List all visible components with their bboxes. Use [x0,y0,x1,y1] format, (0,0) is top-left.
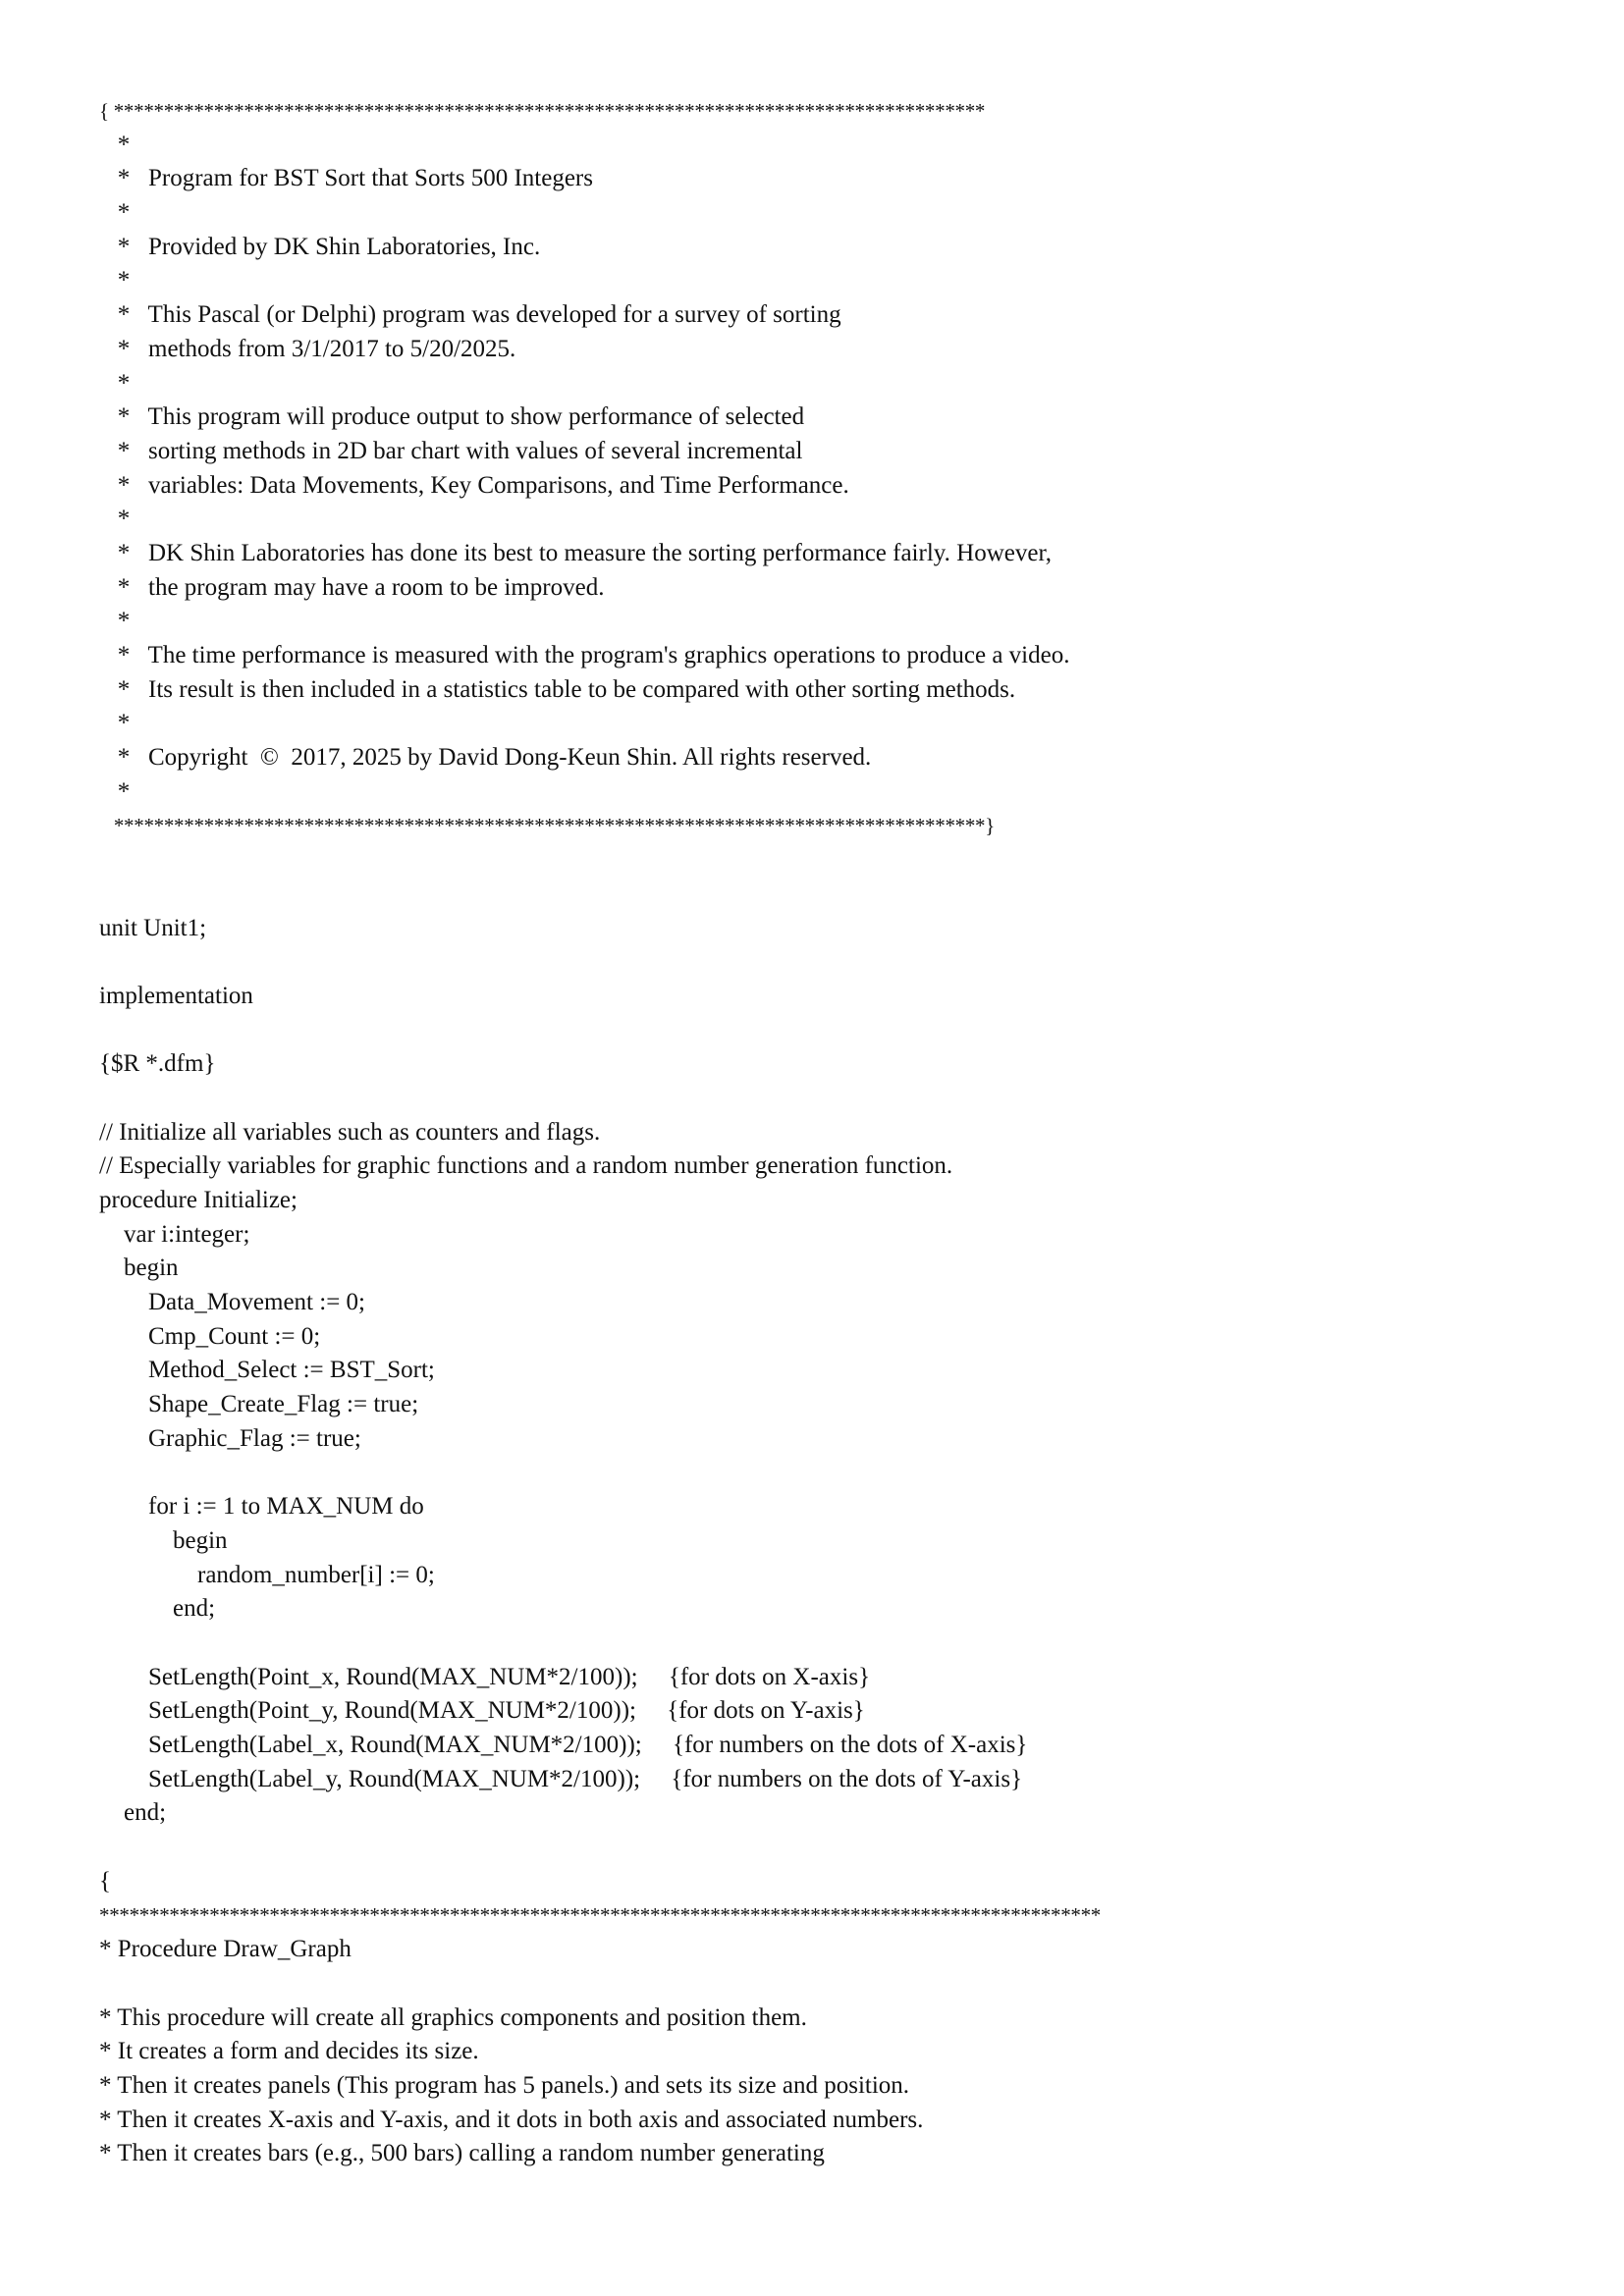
code-line: SetLength(Point_x, Round(MAX_NUM*2/100)); {for dots on X-axis} [99,1663,871,1690]
code-line: * This Pascal (or Delphi) program was developed for a survey of sorting [99,301,841,329]
code-line: begin [99,1255,179,1282]
code-line: end; [99,1595,216,1623]
code-line: Shape_Create_Flag := true; [99,1391,419,1418]
code-line: **************************************************************************************************** [99,1903,1102,1928]
code-line: var i:integer; [99,1220,250,1248]
code-line: * This program will produce output to show performance of selected [99,403,805,431]
code-line: random_number[i] := 0; [99,1561,435,1588]
code-line: unit Unit1; [99,914,207,941]
code-line: // Especially variables for graphic functions and a random number generation function. [99,1152,953,1180]
code-line: * methods from 3/1/2017 to 5/20/2025. [99,335,516,362]
code-line: * the program may have a room to be improved. [99,573,605,601]
code-line: // Initialize all variables such as counters and flags. [99,1118,601,1146]
code-line: SetLength(Label_x, Round(MAX_NUM*2/100)); {for numbers on the dots of X-axis} [99,1732,1028,1758]
code-line [99,1967,1101,2002]
code-line: * [99,710,131,737]
code-line: ***************************************************************************************} [99,814,996,838]
code-line: { [99,1867,111,1895]
code-line: begin [99,1526,228,1554]
code-line [99,1457,1101,1491]
code-line: * Copyright © 2017, 2025 by David Dong-Keun Shin. All rights reserved. [99,744,872,772]
code-line: * [99,777,131,805]
code-line: * [99,608,131,635]
code-line: Method_Select := BST_Sort; [99,1357,435,1384]
code-line: Data_Movement := 0; [99,1289,365,1316]
code-line: * [99,369,131,397]
code-line: procedure Initialize; [99,1187,298,1213]
code-line: for i := 1 to MAX_NUM do [99,1493,424,1521]
code-line: * The time performance is measured with the program's graphics operations to produce a video. [99,642,1070,668]
code-line: * It creates a form and decides its size. [99,2038,479,2065]
code-line: * Its result is then included in a statistics table to be compared with other sorting methods. [99,675,1016,703]
code-line: Cmp_Count := 0; [99,1322,321,1350]
code-line: * Program for BST Sort that Sorts 500 Integers [99,165,593,192]
code-line [99,1014,1101,1048]
code-line: * This procedure will create all graphics components and position them. [99,2003,807,2031]
code-line: * DK Shin Laboratories has done its best to measure the sorting performance fairly. However, [99,539,1053,566]
code-line: * Then it creates bars (e.g., 500 bars) calling a random number generating [99,2140,825,2167]
code-line: * sorting methods in 2D bar chart with values of several incremental [99,437,803,464]
code-line: { *************************************************************************************** [99,99,986,123]
code-line: SetLength(Point_y, Round(MAX_NUM*2/100)); {for dots on Y-axis} [99,1697,865,1725]
code-line: * [99,199,131,227]
code-line [99,843,1101,878]
code-line: {$R *.dfm} [99,1050,216,1078]
code-line [99,878,1101,912]
code-line: * [99,267,131,294]
code-line: implementation [99,982,253,1009]
code-line: * [99,131,131,158]
code-line: * Then it creates panels (This program has 5 panels.) and sets its size and position. [99,2071,910,2099]
code-line: end; [99,1799,167,1827]
code-line [99,945,1101,980]
code-line [99,1082,1101,1116]
code-line: * Provided by DK Shin Laboratories, Inc. [99,233,541,260]
code-line: * Procedure Draw_Graph [99,1936,352,1963]
code-line: * Then it creates X-axis and Y-axis, and it dots in both axis and associated numbers. [99,2106,924,2133]
code-line [99,1831,1101,1865]
code-line [99,1627,1101,1661]
code-line: * [99,506,131,533]
code-line: Graphic_Flag := true; [99,1424,361,1452]
source-code-listing [99,94,1101,2171]
code-line: SetLength(Label_y, Round(MAX_NUM*2/100)); {for numbers on the dots of Y-axis} [99,1765,1023,1792]
code-line: * variables: Data Movements, Key Comparisons, and Time Performance. [99,471,849,499]
